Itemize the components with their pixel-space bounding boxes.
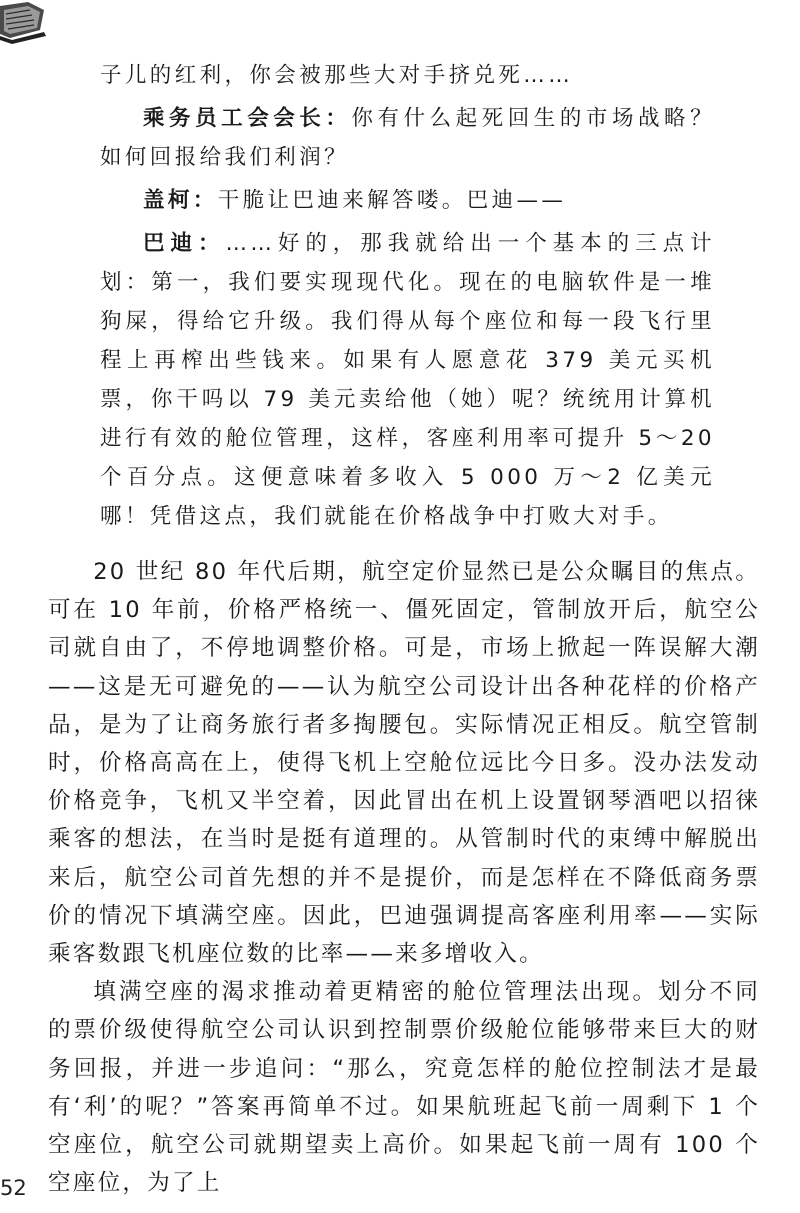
speech-text: 干脆让巴迪来解答喽。巴迪—— (217, 188, 567, 213)
dialogue-line (100, 99, 715, 177)
speaker-name: 巴迪： (143, 231, 226, 256)
dialogue-continuation: 子儿的红利，你会被那些大对手挤兑死…… (100, 63, 574, 88)
speaker-name: 盖柯： (143, 188, 218, 213)
speech-text: 你有什么起死回生的市场战略？如何回报给我们利润？ (100, 106, 715, 170)
dialogue-line (100, 224, 715, 536)
speaker-name: 乘务员工会会长： (143, 106, 352, 131)
page-number: 52 (0, 1176, 27, 1200)
body-text-section (48, 553, 760, 1202)
body-paragraph: 填满空座的渴求推动着更精密的舱位管理法出现。划分不同的票价级使得航空公司认识到控制票价级舱位能够带来巨大的财务回报，并进一步追问：“那么，究竟怎样的舱位控制法才是最有‘利’的呢？”答案再简单不过。如果航班起飞前一周剩下 1 个空座位，航空公司就期望卖上高价。如果起飞前一周有 100 个空座位，为了上 (48, 979, 760, 1197)
dialogue-line (100, 181, 715, 220)
body-paragraph: 20 世纪 80 年代后期，航空定价显然已是公众瞩目的焦点。可在 10 年前，价格严格统一、僵死固定，管制放开后，航空公司就自由了，不停地调整价格。可是，市场上掀起一阵误解大潮——这是无可避免的——认为航空公司设计出各种花样的价格产品，是为了让商务旅行者多掏腰包。实际情况正相反。航空管制时，价格高高在上，使得飞机上空舱位远比今日多。没办法发动价格竞争，飞机又半空着，因此冒出在机上设置钢琴酒吧以招徕乘客的想法，在当时是挺有道理的。从管制时代的束缚中解脱出来后，航空公司首先想的并不是提价，而是怎样在不降低商务票价的情况下填满空座。因此，巴迪强调提高客座利用率——实际乘客数跟飞机座位数的比率——来多增收入。 (48, 559, 760, 968)
dialogue-section (100, 56, 715, 540)
book-corner-icon (0, 0, 52, 44)
speech-text: ……好的，那我就给出一个基本的三点计划：第一，我们要实现现代化。现在的电脑软件是一堆狗屎，得给它升级。我们得从每个座位和每一段飞行里程上再榨出些钱来。如果有人愿意花 379 美元买机票，你干吗以 79 美元卖给他（她）呢？统统用计算机进行有效的舱位管理，这样，客座利用率可提升 5～20 个百分点。这便意味着多收入 5 000 万～2 亿美元哪！凭借这点，我们就能在价格战争中打败大对手。 (100, 231, 715, 529)
